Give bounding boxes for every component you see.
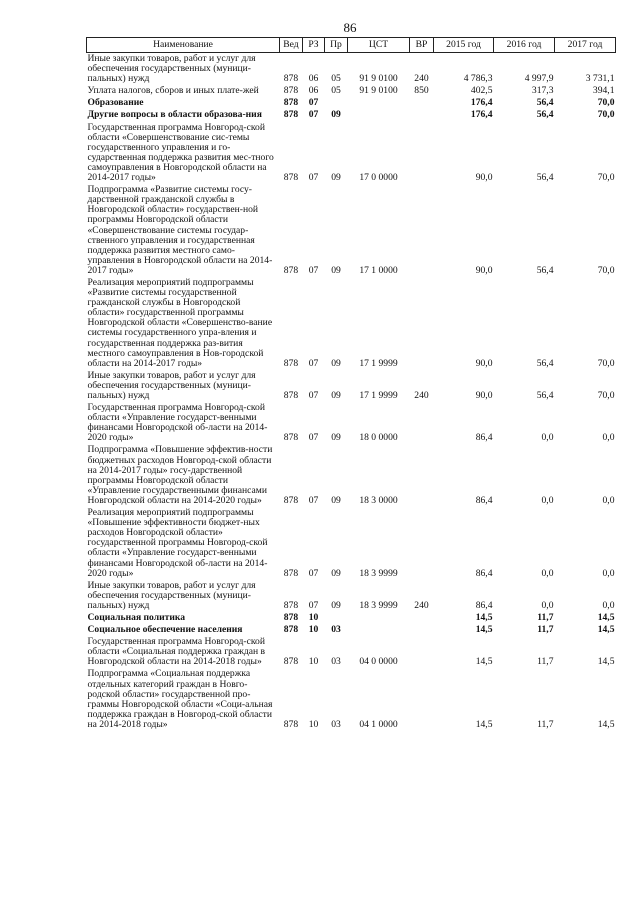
table-header [87,38,616,53]
cell-2015: 176,4 [470,109,493,121]
cell-pr: 05 [331,85,341,97]
cell-cst [348,612,410,624]
cell-2016: 0,0 [541,567,554,579]
cell-2016: 11,7 [537,718,554,730]
cell-cst: 17 1 9999 [359,390,398,401]
cell-2016: 56,4 [536,172,554,184]
cell-vr: 240 [414,73,429,85]
cell-vr [410,184,434,277]
cell-vr [410,668,434,731]
cell-vr [410,444,434,507]
cell-pr [325,97,348,109]
header-rz: РЗ [303,38,325,53]
header-ved: Вед [280,38,303,53]
cell-name: Другие вопросы в области образова-ния [87,109,262,121]
cell-rz: 06 [308,85,319,97]
table-row [87,580,616,612]
cell-2017: 0,0 [602,432,615,444]
cell-vr: 240 [414,599,429,611]
cell-ved: 878 [283,599,299,611]
cell-ved: 878 [283,85,299,97]
cell-2015: 176,4 [470,97,493,109]
cell-name: Подпрограмма «Повышение эффектив-ности бюджетных расходов Новгород-ской области на 2014-2017 годы» госу-дарственной программы Новгородской области «Управление государственными финансами Новгородской области на 2014-2020 годы» [87,444,273,506]
cell-2016: 11,7 [537,656,554,668]
cell-rz: 07 [308,567,319,579]
cell-2015: 86,4 [475,432,493,444]
cell-rz: 07 [308,432,319,444]
cell-2016: 0,0 [541,432,554,444]
cell-vr: 850 [414,85,429,97]
table-row [87,624,616,636]
cell-2015: 90,0 [475,172,493,184]
cell-vr [410,109,434,121]
cell-ved: 878 [283,494,299,506]
cell-2017: 70,0 [597,264,615,276]
cell-pr: 09 [331,390,341,401]
cell-rz: 07 [308,494,319,506]
cell-pr: 09 [331,357,341,369]
cell-2015: 14,5 [475,624,493,636]
cell-cst: 17 1 9999 [359,357,398,369]
cell-name: Уплата налогов, сборов и иных плате-жей [87,85,259,97]
header-2016: 2016 год [494,38,555,53]
cell-pr: 03 [331,656,341,668]
cell-2017: 70,0 [597,97,615,109]
cell-pr [325,612,348,624]
cell-ved: 878 [283,73,299,85]
budget-table [86,37,616,731]
header-pr: Пр [325,38,348,53]
cell-ved: 878 [283,432,299,444]
header-2017: 2017 год [555,38,616,53]
cell-2015: 4 786,3 [463,73,493,85]
cell-ved: 878 [283,567,299,579]
cell-cst: 04 1 0000 [359,718,398,730]
cell-pr: 09 [331,264,341,276]
cell-2015: 402,5 [470,85,493,97]
cell-cst: 17 0 0000 [359,172,398,184]
cell-2017: 0,0 [602,567,615,579]
cell-ved: 878 [283,172,299,184]
cell-name: Иные закупки товаров, работ и услуг для обеспечения государственных (муници-пальных) нужд [87,579,256,611]
table-row [87,444,616,507]
table-row [87,612,616,624]
cell-cst: 18 3 9999 [359,567,398,579]
table-row [87,53,616,86]
cell-2016: 56,4 [536,357,554,369]
cell-cst: 18 3 0000 [359,494,398,506]
table-row [87,97,616,109]
header-vr: ВР [410,38,434,53]
table-row [87,85,616,97]
table-row [87,636,616,668]
cell-rz: 07 [308,172,319,184]
cell-pr: 03 [331,718,341,730]
table-row [87,402,616,444]
header-cst: ЦСТ [348,38,410,53]
cell-pr: 09 [331,494,341,506]
cell-2016: 11,7 [537,624,554,636]
cell-vr [410,402,434,444]
cell-vr [410,624,434,636]
cell-vr: 240 [414,390,429,401]
cell-2017: 70,0 [597,109,615,121]
cell-rz: 10 [308,718,319,730]
cell-name: Иные закупки товаров, работ и услуг для обеспечения государственных (муници-пальных) нужд [87,369,256,401]
cell-2015: 90,0 [475,357,493,369]
cell-pr: 09 [331,432,341,444]
cell-2017: 14,5 [597,656,615,668]
cell-rz: 10 [308,611,319,623]
cell-cst [348,624,410,636]
table-body [87,53,616,732]
cell-name: Социальная политика [87,611,186,623]
cell-2017: 394,1 [592,85,615,97]
header-name: Наименование [87,38,280,53]
table-row [87,668,616,731]
cell-ved: 878 [283,264,299,276]
cell-rz: 07 [308,390,319,401]
table-row [87,122,616,185]
cell-name: Реализация мероприятий подпрограммы «Развитие системы государственной гражданской службы в Новгородской области» государственной программы Новгородской области «Совершенство-вание системы государственного упра-вления и государственная поддержка раз-вития местного самоуправления в Нов-городской области на 2014-2017 годы» [87,276,273,369]
cell-name: Государственная программа Новгород-ской области «Социальная поддержка граждан в Новгородской области на 2014-2018 годы» [87,636,266,668]
cell-2016: 56,4 [536,390,554,401]
cell-cst: 18 3 9999 [359,599,398,611]
cell-2017: 70,0 [597,357,615,369]
cell-vr [410,636,434,668]
cell-pr: 09 [331,567,341,579]
cell-cst: 18 0 0000 [359,432,398,444]
header-2015: 2015 год [434,38,494,53]
cell-ved: 878 [283,109,299,121]
cell-2015: 14,5 [475,656,493,668]
cell-rz: 06 [308,73,319,85]
cell-ved: 878 [283,97,299,109]
cell-vr [410,122,434,185]
cell-2015: 86,4 [475,599,493,611]
cell-2015: 86,4 [475,567,493,579]
cell-pr: 03 [331,624,341,636]
cell-rz: 07 [308,599,319,611]
cell-vr [410,507,434,580]
cell-2016: 0,0 [541,494,554,506]
cell-pr: 05 [331,73,341,85]
cell-2016: 56,4 [536,97,554,109]
cell-2015: 90,0 [475,264,493,276]
cell-cst [348,109,410,121]
cell-2017: 70,0 [597,390,615,401]
cell-2016: 56,4 [536,109,554,121]
cell-name: Образование [87,97,144,109]
cell-rz: 07 [308,264,319,276]
cell-ved: 878 [283,611,299,623]
cell-cst [348,97,410,109]
cell-rz: 07 [308,357,319,369]
cell-2015: 14,5 [475,718,493,730]
cell-2016: 317,3 [531,85,554,97]
cell-rz: 07 [308,97,319,109]
cell-name: Государственная программа Новгород-ской области «Совершенствование сис-темы государственного управления и го-сударственная поддержка развития мес-тного самоуправления в Новгородской области на 2014-2017 годы» [87,121,274,184]
cell-name: Подпрограмма «Социальная поддержка отдельных категорий граждан в Новго-родской области» государственной про-граммы Новгородской области «Соци-альная поддержка граждан в Новгород-ской области на 2014-2018 годы» [87,668,273,730]
cell-name: Реализация мероприятий подпрограммы «Повышение эффективности бюджет-ных расходов Новгородской области» государственной программы Новгород-ской области «Управление государст-венными финансами Новгородской об-ласти на 2014-2020 годы» [87,507,268,579]
cell-pr: 09 [331,599,341,611]
table-row [87,277,616,370]
cell-2017: 0,0 [602,494,615,506]
cell-name: Государственная программа Новгород-ской области «Управление государст-венными финансами Новгородской об-ласти на 2014-2020 годы» [87,402,268,444]
cell-ved: 878 [283,357,299,369]
cell-2016: 11,7 [537,611,554,623]
header-row [87,38,616,53]
cell-pr: 09 [331,172,341,184]
cell-cst: 17 1 0000 [359,264,398,276]
cell-2017: 3 731,1 [585,73,615,85]
cell-2017: 14,5 [597,718,615,730]
cell-ved: 878 [283,656,299,668]
cell-2015: 90,0 [475,390,493,401]
cell-2015: 14,5 [475,611,493,623]
cell-name: Иные закупки товаров, работ и услуг для обеспечения государственных (муници-пальных) нужд [87,53,256,85]
cell-name: Социальное обеспечение населения [87,624,243,636]
cell-name: Подпрограмма «Развитие системы госу-дарственной гражданской службы в Новгородской области» государствен-ной программы Новгородской области «Совершенствование системы государ-ственного управления и государственная поддержка развития местного само-управления в Новгородской области на 2014-2017 годы» [87,184,273,276]
table-row [87,507,616,580]
cell-rz: 07 [308,109,319,121]
cell-2015: 86,4 [475,494,493,506]
cell-vr [410,612,434,624]
page-number: 86 [343,20,357,35]
cell-2016: 0,0 [541,599,554,611]
cell-vr [410,97,434,109]
cell-2017: 14,5 [597,624,615,636]
table-row [87,184,616,277]
cell-cst: 91 9 0100 [359,85,398,97]
cell-ved: 878 [283,390,299,401]
cell-rz: 10 [308,624,319,636]
cell-2016: 4 997,9 [524,73,554,85]
cell-2017: 0,0 [602,599,615,611]
cell-vr [410,277,434,370]
cell-2017: 14,5 [597,611,615,623]
cell-cst: 04 0 0000 [359,656,398,668]
cell-ved: 878 [283,624,299,636]
cell-cst: 91 9 0100 [359,73,398,85]
cell-ved: 878 [283,718,299,730]
table-row [87,109,616,121]
table-row [87,370,616,402]
cell-2017: 70,0 [597,172,615,184]
cell-rz: 10 [308,656,319,668]
cell-pr: 09 [331,109,341,121]
cell-2016: 56,4 [536,264,554,276]
